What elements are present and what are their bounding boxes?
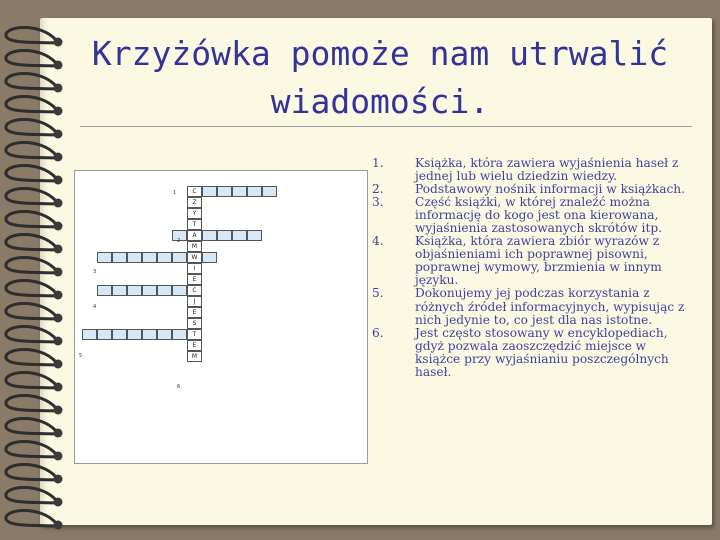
spiral-ring xyxy=(6,488,56,504)
clue-text: Część książki, w której znaleźć można informację do kogo jest ona kierowana, wyjaśnienia zastosowanych skrótów itp. xyxy=(415,195,663,236)
spiral-ring xyxy=(6,396,56,412)
clue-item xyxy=(372,287,692,326)
spiral-binding-icon xyxy=(0,0,83,540)
spiral-hole xyxy=(54,360,63,369)
clue-text: Dokonujemy jej podczas korzystania z różnych źródeł informacyjnych, wypisując z nich jedynie to, co jest dla nas istotne. xyxy=(415,286,685,327)
answer-cell xyxy=(112,329,127,340)
answer-cell xyxy=(127,285,142,296)
keyword-cell: A xyxy=(187,230,202,241)
answer-cell xyxy=(97,252,112,263)
spiral-hole xyxy=(54,452,63,461)
clue-text: Jest często stosowany w encyklopediach, gdyż pozwala zaoszczędzić miejsce w książce przy wyjaśnianiu poszczególnych haseł. xyxy=(415,325,669,379)
spiral-ring xyxy=(6,51,56,67)
slide-title: Krzyżówka pomoże nam utrwalić wiadomości. xyxy=(91,34,669,121)
answer-cell xyxy=(112,252,127,263)
spiral-ring xyxy=(6,511,56,527)
clue-number-5: 5 xyxy=(79,353,83,359)
clue-item xyxy=(372,235,692,287)
clue-number: 4. xyxy=(372,234,384,249)
answer-cell xyxy=(112,285,127,296)
spiral-ring xyxy=(6,373,56,389)
clue-list xyxy=(372,157,692,379)
keyword-cell: Z xyxy=(187,197,202,208)
crossword-grid xyxy=(74,170,368,464)
spiral-hole xyxy=(54,84,63,93)
keyword-cell: Y xyxy=(187,208,202,219)
answer-cell xyxy=(157,329,172,340)
spiral-hole xyxy=(54,38,63,47)
answer-cell xyxy=(127,252,142,263)
answer-cell xyxy=(157,285,172,296)
clue-number-2: 2 xyxy=(177,238,181,244)
keyword-cell: I xyxy=(187,263,202,274)
answer-cell xyxy=(127,329,142,340)
answer-cell xyxy=(202,230,217,241)
spiral-hole xyxy=(54,383,63,392)
spiral-hole xyxy=(54,498,63,507)
keyword-cell: E xyxy=(187,340,202,351)
spiral-ring xyxy=(6,166,56,182)
answer-cell xyxy=(172,329,187,340)
spiral-hole xyxy=(54,521,63,530)
spiral-hole xyxy=(54,222,63,231)
spiral-ring xyxy=(6,28,56,44)
answer-cell xyxy=(247,230,262,241)
title-divider xyxy=(80,126,692,127)
spiral-ring xyxy=(6,212,56,228)
keyword-cell: T xyxy=(187,329,202,340)
spiral-ring xyxy=(6,442,56,458)
spiral-ring xyxy=(6,258,56,274)
spiral-ring xyxy=(6,74,56,90)
answer-cell xyxy=(262,186,277,197)
clue-number-6: 6 xyxy=(177,384,181,390)
answer-cell xyxy=(232,186,247,197)
answer-cell xyxy=(82,329,97,340)
keyword-cell: J xyxy=(187,296,202,307)
spiral-ring xyxy=(6,465,56,481)
answer-cell xyxy=(142,285,157,296)
answer-cell xyxy=(157,252,172,263)
spiral-hole xyxy=(54,268,63,277)
clue-number: 2. xyxy=(372,182,384,197)
answer-cell xyxy=(142,252,157,263)
spiral-hole xyxy=(54,153,63,162)
clue-item xyxy=(372,196,692,235)
answer-cell xyxy=(217,186,232,197)
keyword-cell: W xyxy=(187,252,202,263)
spiral-ring xyxy=(6,97,56,113)
answer-cell xyxy=(172,252,187,263)
spiral-ring xyxy=(6,143,56,159)
keyword-cell: M xyxy=(187,241,202,252)
spiral-ring xyxy=(6,281,56,297)
clue-item xyxy=(372,157,692,183)
clue-number: 6. xyxy=(372,325,384,340)
keyword-cell: S xyxy=(187,318,202,329)
keyword-cell: M xyxy=(187,351,202,362)
spiral-ring xyxy=(6,235,56,251)
answer-cell xyxy=(142,329,157,340)
spiral-ring xyxy=(6,304,56,320)
answer-cell xyxy=(247,186,262,197)
clue-number-1: 1 xyxy=(173,190,177,196)
answer-cell xyxy=(217,230,232,241)
spiral-ring xyxy=(6,350,56,366)
clue-text: Podstawowy nośnik informacji w książkach. xyxy=(415,182,686,197)
keyword-cell: E xyxy=(187,274,202,285)
answer-cell xyxy=(202,252,217,263)
keyword-cell: C xyxy=(187,285,202,296)
clue-number: 3. xyxy=(372,195,384,210)
spiral-hole xyxy=(54,475,63,484)
spiral-hole xyxy=(54,176,63,185)
spiral-ring xyxy=(6,419,56,435)
keyword-cell: E xyxy=(187,307,202,318)
answer-cell xyxy=(97,329,112,340)
keyword-cell: C xyxy=(187,186,202,197)
answer-cell xyxy=(202,186,217,197)
spiral-hole xyxy=(54,291,63,300)
clue-text: Książka, która zawiera wyjaśnienia haseł z jednej lub wielu dziedzin wiedzy. xyxy=(415,156,679,184)
spiral-hole xyxy=(54,130,63,139)
answer-cell xyxy=(232,230,247,241)
spiral-hole xyxy=(54,406,63,415)
spiral-hole xyxy=(54,314,63,323)
spiral-hole xyxy=(54,245,63,254)
spiral-ring xyxy=(6,327,56,343)
clue-text: Książka, która zawiera zbiór wyrazów z objaśnieniami ich poprawnej pisowni, poprawnej wymowy, brzmienia w innym języku. xyxy=(415,234,662,288)
clue-number: 1. xyxy=(372,156,384,170)
spiral-hole xyxy=(54,199,63,208)
spiral-hole xyxy=(54,429,63,438)
clue-number-3: 3 xyxy=(93,269,97,275)
clue-number: 5. xyxy=(372,286,384,301)
spiral-hole xyxy=(54,107,63,116)
clue-number-4: 4 xyxy=(93,304,97,310)
spiral-hole xyxy=(54,61,63,70)
spiral-ring xyxy=(6,120,56,136)
answer-cell xyxy=(172,285,187,296)
keyword-cell: T xyxy=(187,219,202,230)
spiral-ring xyxy=(6,189,56,205)
answer-cell xyxy=(97,285,112,296)
spiral-hole xyxy=(54,337,63,346)
clue-item xyxy=(372,327,692,379)
